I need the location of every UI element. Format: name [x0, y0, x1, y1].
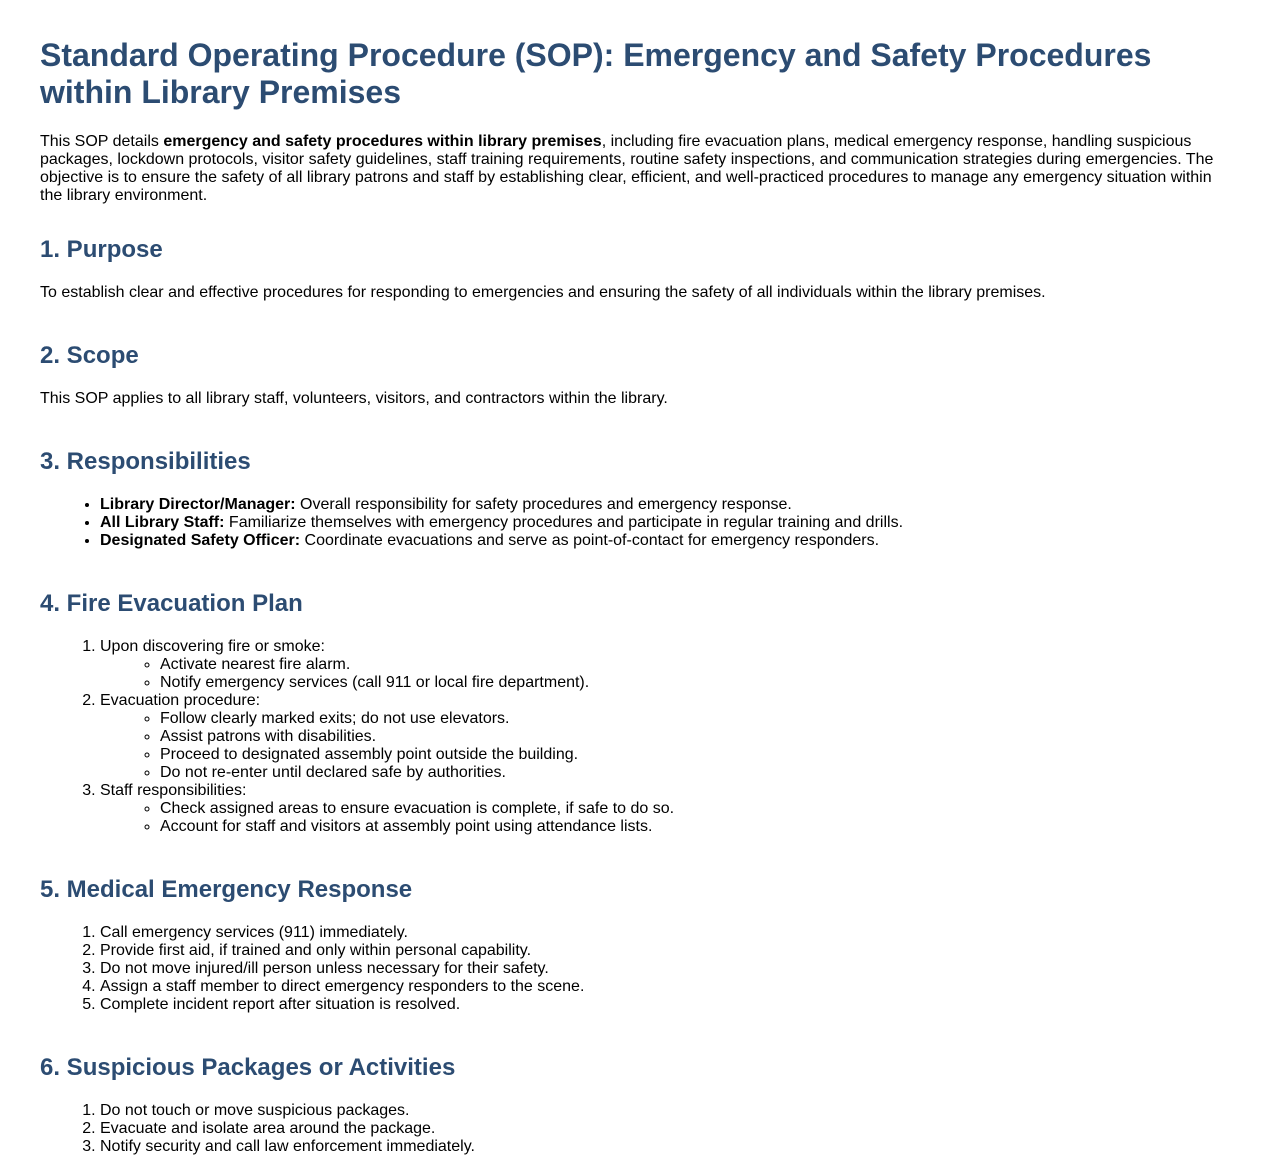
- suspicious-step: 2. Evacuate and isolate area around the package.: [100, 1120, 1223, 1138]
- medical-emergency-heading: 5. Medical Emergency Response: [40, 876, 413, 903]
- fire-step-label: Staff responsibilities:: [100, 782, 247, 799]
- suspicious-packages-heading: 6. Suspicious Packages or Activities: [40, 1054, 456, 1081]
- suspicious-step: 1. Do not touch or move suspicious packages.: [100, 1102, 1223, 1120]
- fire-substep: ◦ Check assigned areas to ensure evacuation is complete, if safe to do so.: [160, 800, 1223, 818]
- suspicious-packages-steps: [40, 1102, 1223, 1156]
- fire-step: [100, 782, 1223, 836]
- fire-substeps: [100, 800, 1223, 836]
- responsibility-desc: Overall responsibility for safety procedures and emergency response.: [295, 496, 792, 513]
- medical-emergency-steps: [40, 924, 1223, 1014]
- medical-emergency-section: [40, 876, 1223, 1014]
- fire-step: [100, 692, 1223, 782]
- fire-substep: ◦ Do not re-enter until declared safe by authorities.: [160, 764, 1223, 782]
- responsibility-role: All Library Staff:: [100, 514, 225, 531]
- fire-substeps: [100, 656, 1223, 692]
- fire-step: [100, 638, 1223, 692]
- fire-substep: ◦ Assist patrons with disabilities.: [160, 728, 1223, 746]
- responsibility-item: [100, 514, 1223, 532]
- responsibility-role: Library Director/Manager:: [100, 496, 296, 513]
- fire-substep: ◦ Follow clearly marked exits; do not use elevators.: [160, 710, 1223, 728]
- scope-text: This SOP applies to all library staff, volunteers, visitors, and contractors within the library.: [40, 390, 668, 407]
- responsibilities-section: [40, 448, 1223, 550]
- fire-step-label: Evacuation procedure:: [100, 692, 261, 709]
- page-title: Standard Operating Procedure (SOP): Emergency and Safety Procedures within Library Premises: [40, 37, 1152, 110]
- responsibility-role: Designated Safety Officer:: [100, 532, 301, 549]
- intro-bold-text: emergency and safety procedures within library premises: [163, 133, 602, 150]
- suspicious-step: 3. Notify security and call law enforcement immediately.: [100, 1138, 1223, 1156]
- fire-substep: ◦ Activate nearest fire alarm.: [160, 656, 1223, 674]
- fire-evacuation-section: [40, 590, 1223, 836]
- purpose-text: To establish clear and effective procedures for responding to emergencies and ensuring the safety of all individuals within the library premises.: [40, 284, 1046, 301]
- fire-substep: ◦ Account for staff and visitors at assembly point using attendance lists.: [160, 818, 1223, 836]
- fire-substep: ◦ Notify emergency services (call 911 or local fire department).: [160, 674, 1223, 692]
- purpose-heading: 1. Purpose: [40, 236, 163, 263]
- suspicious-packages-section: [40, 1054, 1223, 1156]
- responsibility-item: [100, 532, 1223, 550]
- medical-step: 1. Call emergency services (911) immediately.: [100, 924, 1223, 942]
- fire-substeps: [100, 710, 1223, 782]
- fire-substep: ◦ Proceed to designated assembly point outside the building.: [160, 746, 1223, 764]
- purpose-section: [40, 236, 1223, 302]
- fire-step-label: Upon discovering fire or smoke:: [100, 638, 325, 655]
- intro-text-start: This SOP details: [40, 133, 164, 150]
- medical-step: 2. Provide first aid, if trained and only within personal capability.: [100, 942, 1223, 960]
- intro-paragraph: [40, 133, 1223, 205]
- fire-evacuation-heading: 4. Fire Evacuation Plan: [40, 590, 303, 617]
- medical-step: 5. Complete incident report after situation is resolved.: [100, 996, 1223, 1014]
- medical-step: 4. Assign a staff member to direct emergency responders to the scene.: [100, 978, 1223, 996]
- fire-evacuation-steps: [40, 638, 1223, 836]
- responsibilities-heading: 3. Responsibilities: [40, 448, 251, 475]
- intro-text-end: , including fire evacuation plans, medical emergency response, handling suspicious packages, lockdown protocols, visitor safety guidelines, staff training requirements, routine safety inspections, and communication strategies during emergencies. The objective is to ensure the safety of all library patrons and staff by establishing clear, efficient, and well-practiced procedures to manage any emergency situation within the library environment.: [40, 133, 1214, 204]
- responsibilities-list: [40, 496, 1223, 550]
- scope-section: [40, 342, 1223, 408]
- scope-heading: 2. Scope: [40, 342, 139, 369]
- responsibility-desc: Familiarize themselves with emergency procedures and participate in regular training and drills.: [224, 514, 904, 531]
- responsibility-desc: Coordinate evacuations and serve as point-of-contact for emergency responders.: [300, 532, 880, 549]
- medical-step: 3. Do not move injured/ill person unless necessary for their safety.: [100, 960, 1223, 978]
- responsibility-item: [100, 496, 1223, 514]
